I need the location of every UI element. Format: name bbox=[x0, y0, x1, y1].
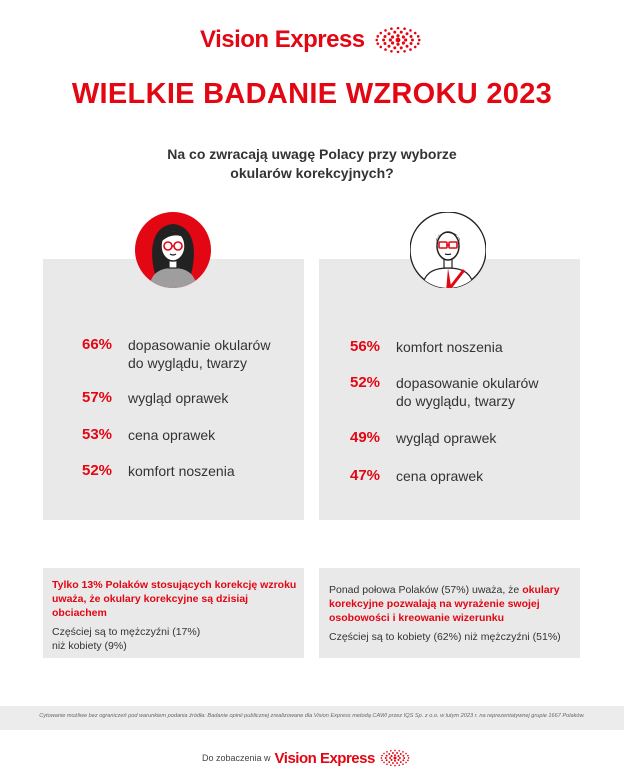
percent-label: 53% bbox=[82, 426, 113, 443]
woman-icon bbox=[135, 212, 211, 288]
stat-label-line: do wyglądu, twarzy bbox=[128, 355, 248, 371]
stat-label: komfort noszenia bbox=[128, 463, 235, 479]
info-highlight-line: Tylko 13% Polaków stosujących korekcję wzroku bbox=[52, 579, 297, 591]
stat-label: wygląd oprawek bbox=[128, 390, 229, 406]
percent-label: 57% bbox=[82, 389, 113, 406]
percent-label: 56% bbox=[350, 338, 381, 355]
stat-label bbox=[396, 374, 538, 410]
info-plain: Ponad połowa Polaków (57%) uważa, że bbox=[329, 584, 523, 596]
subtitle-line: Na co zwracają uwagę Polacy przy wyborze bbox=[167, 146, 457, 162]
percent-label: 52% bbox=[350, 374, 381, 391]
stat-label: komfort noszenia bbox=[396, 339, 503, 355]
table-row bbox=[82, 336, 270, 372]
eye-dots-icon bbox=[373, 25, 423, 55]
stat-label: cena oprawek bbox=[396, 468, 484, 484]
footer-brand bbox=[202, 748, 411, 768]
info-highlight: okulary bbox=[522, 584, 560, 596]
subtitle bbox=[0, 145, 624, 183]
stat-label: cena oprawek bbox=[128, 427, 216, 443]
stat-label-line: do wyglądu, twarzy bbox=[396, 393, 516, 409]
info-box-right-text bbox=[329, 583, 579, 644]
brand-logo bbox=[200, 22, 423, 58]
stat-label: wygląd oprawek bbox=[396, 430, 497, 446]
percent-label: 52% bbox=[82, 462, 113, 479]
percent-label: 66% bbox=[82, 336, 113, 353]
percent-label: 49% bbox=[350, 429, 381, 446]
table-row bbox=[350, 374, 538, 410]
man-icon bbox=[410, 212, 486, 288]
footnote: Cytowanie możliwe bez ograniczeń pod warunkiem podania źródła: Badanie opinii publicznej zrealizowane dla Vision Express metodą CAWI przez IQS Sp. z o.o. w lutym 2023 r. na reprezentatywnej grupie 1667 Polaków. bbox=[39, 713, 585, 719]
info-highlight-line: osobowości i kreowanie wizerunku bbox=[329, 612, 505, 624]
info-line bbox=[329, 583, 579, 597]
brand-name: Vision Express bbox=[200, 26, 365, 53]
footer-brand-name: Vision Express bbox=[274, 749, 375, 767]
info-line: Częściej są to kobiety (62%) niż mężczyźni (51%) bbox=[329, 631, 561, 643]
info-line: niż kobiety (9%) bbox=[52, 640, 127, 652]
stat-label-line: dopasowanie okularów bbox=[128, 337, 271, 353]
stat-label bbox=[128, 336, 270, 372]
info-highlight-line: uważa, że okulary korekcyjne są dzisiaj obciachem bbox=[52, 593, 249, 619]
info-box-left-text bbox=[52, 578, 302, 653]
table-row bbox=[350, 338, 503, 356]
info-line: Częściej są to mężczyźni (17%) bbox=[52, 626, 201, 638]
eye-dots-icon bbox=[379, 748, 411, 768]
footer-prefix: Do zobaczenia w bbox=[202, 753, 271, 763]
table-row bbox=[82, 389, 228, 407]
table-row bbox=[350, 429, 496, 447]
table-row bbox=[350, 467, 483, 485]
table-row bbox=[82, 462, 235, 480]
percent-label: 47% bbox=[350, 467, 381, 484]
table-row bbox=[82, 426, 215, 444]
page-title: WIELKIE BADANIE WZROKU 2023 bbox=[71, 78, 553, 110]
subtitle-line: okularów korekcyjnych? bbox=[230, 165, 394, 181]
stat-label-line: dopasowanie okularów bbox=[396, 375, 539, 391]
info-highlight-line: korekcyjne pozwalają na wyrażenie swojej bbox=[329, 598, 540, 610]
